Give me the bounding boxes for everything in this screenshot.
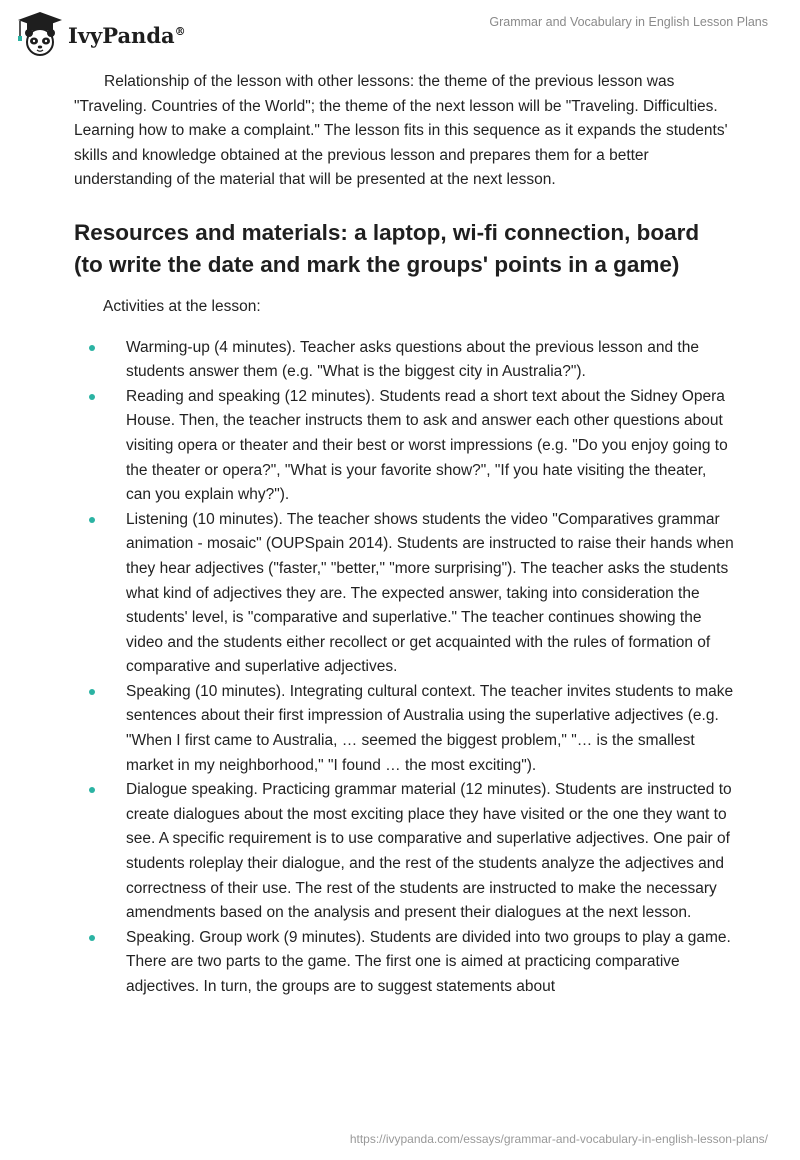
essay-content xyxy=(74,70,734,1000)
bullet-icon xyxy=(89,689,95,695)
list-item: Listening (10 minutes). The teacher shows students the video "Comparatives grammar animation - mosaic" (OUPSpain 2014). Students are instructed to raise their hands when they hear adjectives ("faster," "better," "more surprising"). The teacher asks the students what kind of adjectives they are. The expected answer, taking into consideration the students' level, is "comparative and superlative." The teacher continues showing the video and the students either recollect or get acquainted with the rules of formation of comparative and superlative adjectives. xyxy=(74,508,734,680)
list-item: Speaking (10 minutes). Integrating cultural context. The teacher invites students to make sentences about their first impression of Australia using the superlative adjectives (e.g. "When I first came to Australia, … seemed the biggest problem," "… is the smallest market in my neighborhood," "I found … the most exciting"). xyxy=(74,680,734,778)
source-url[interactable]: https://ivypanda.com/essays/grammar-and-vocabulary-in-english-lesson-plans/ xyxy=(349,1132,768,1146)
list-item: Speaking. Group work (9 minutes). Students are divided into two groups to play a game. There are two parts to the game. The first one is aimed at practicing comparative adjectives. In turn, the groups are to suggest statements about xyxy=(74,926,734,1000)
activities-label: Activities at the lesson: xyxy=(103,297,261,315)
panda-graduate-icon xyxy=(12,8,64,58)
bullet-icon xyxy=(89,787,95,793)
list-item: Warming-up (4 minutes). Teacher asks questions about the previous lesson and the students answer them (e.g. "What is the biggest city in Australia?"). xyxy=(74,336,734,385)
document-title: Grammar and Vocabulary in English Lesson Plans xyxy=(489,15,768,29)
bullet-icon xyxy=(89,935,95,941)
bullet-icon xyxy=(89,394,95,400)
brand-name: IvyPanda® xyxy=(68,22,186,48)
bullet-icon xyxy=(89,345,95,351)
list-item: Dialogue speaking. Practicing grammar material (12 minutes). Students are instructed to create dialogues about the most exciting place they have visited or the one they want to see. A specific requirement is to use comparative and superlative adjectives. One pair of students roleplay their dialogue, and the rest of the students analyze the adjectives and correctness of their use. The rest of the students are instructed to make the necessary amendments based on the analysis and present their dialogues at the next lesson. xyxy=(74,778,734,926)
activities-list xyxy=(74,336,734,1000)
ivypanda-logo[interactable] xyxy=(12,8,186,58)
list-item: Reading and speaking (12 minutes). Students read a short text about the Sidney Opera House. Then, the teacher instructs them to ask and answer each other questions about visiting opera or theater and their best or worst impressions (e.g. "Do you enjoy going to the theater or opera?", "What is your favorite show?", "If you hate visiting the theater, can you explain why?"). xyxy=(74,385,734,508)
bullet-icon xyxy=(89,517,95,523)
intro-paragraph: Relationship of the lesson with other lessons: the theme of the previous lesson was "Traveling. Countries of the World"; the theme of the next lesson will be "Traveling. Difficulties. Learning how to make a complaint." The lesson fits in this sequence as it expands the students' skills and knowledge obtained at the previous lesson and prepares them for a better understanding of the material that will be presented at the next lesson. xyxy=(74,73,728,189)
page-header xyxy=(0,0,800,62)
section-heading: Resources and materials: a laptop, wi-fi connection, board (to write the date and mark the groups' points in a game) xyxy=(74,219,700,277)
